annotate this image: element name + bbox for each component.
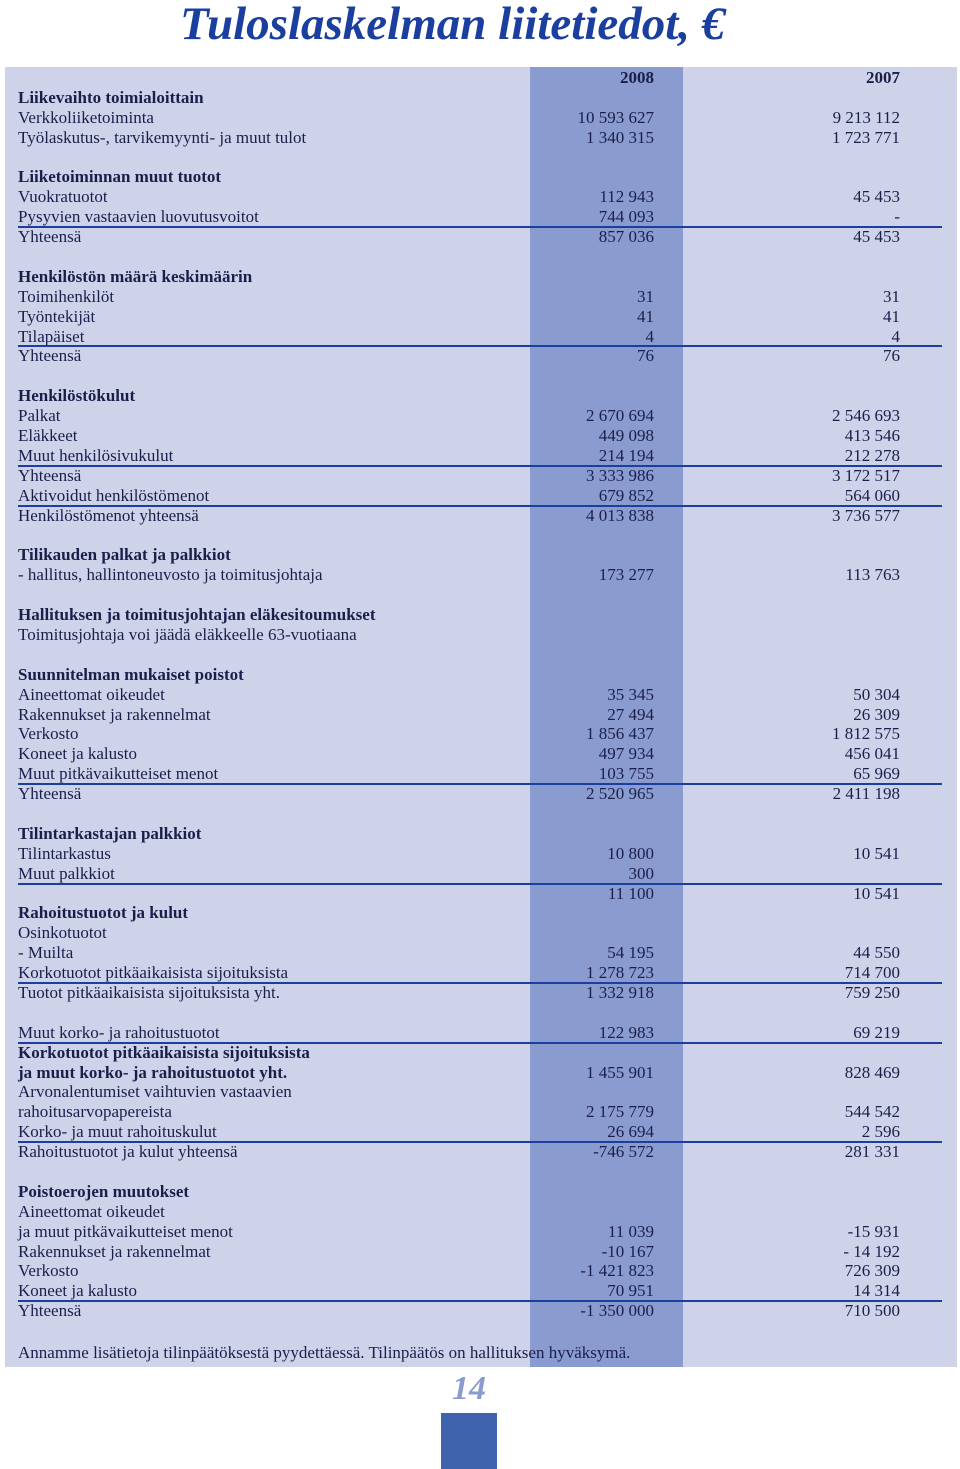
row-label: rahoitusarvopapereista (18, 1102, 172, 1122)
value-2008: -1 350 000 (580, 1301, 654, 1321)
row-label: Koneet ja kalusto (18, 1281, 137, 1301)
row-label: Koneet ja kalusto (18, 744, 137, 764)
row-label: ja muut korko- ja rahoitustuotot yht. (18, 1062, 288, 1082)
row-label: Verkkoliiketoiminta (18, 107, 154, 127)
value-2007: 50 304 (853, 684, 900, 704)
row-label: Rahoitustuotot ja kulut yhteensä (18, 1142, 238, 1162)
value-2008: 3 333 986 (586, 465, 654, 485)
table-row (0, 1281, 960, 1301)
table-row (0, 844, 960, 864)
spacer-row (0, 247, 960, 267)
value-2008: -746 572 (593, 1142, 654, 1162)
row-label: Osinkotuotot (18, 923, 107, 943)
table-row (0, 864, 960, 884)
year-header-row (0, 68, 960, 88)
value-2008: 27 494 (607, 704, 654, 724)
value-2008: 744 093 (598, 207, 654, 227)
row-label: Henkilöstön määrä keskimäärin (18, 266, 253, 286)
value-2008: 497 934 (598, 744, 654, 764)
spacer-row (0, 1162, 960, 1182)
table-row (0, 744, 960, 764)
row-label: Yhteensä (18, 227, 82, 247)
table-row (0, 466, 960, 486)
value-2007: 2 546 693 (832, 406, 900, 426)
value-2007: 759 250 (844, 982, 900, 1002)
value-2008: 1 856 437 (586, 724, 654, 744)
value-2007: 212 278 (844, 445, 900, 465)
section-heading-row (0, 386, 960, 406)
value-2007: - (894, 207, 900, 227)
row-label: Yhteensä (18, 1301, 82, 1321)
value-2008: 214 194 (598, 445, 654, 465)
value-2007: 2 411 198 (832, 784, 900, 804)
table-row (0, 565, 960, 585)
table-row (0, 625, 960, 645)
row-label: Vuokratuotot (18, 187, 108, 207)
section-heading-row (0, 824, 960, 844)
value-2007: 564 060 (844, 485, 900, 505)
value-2007: 2007 (866, 68, 900, 87)
row-label: Tuotot pitkäaikaisista sijoituksista yht. (18, 982, 280, 1002)
value-2008: 41 (637, 306, 654, 326)
value-2007: 3 736 577 (832, 505, 900, 525)
value-2008: 76 (637, 346, 654, 366)
value-2008: 1 278 723 (586, 963, 654, 983)
value-2007: 1 812 575 (832, 724, 900, 744)
value-2007: 2 596 (861, 1122, 900, 1142)
value-2007: 10 541 (853, 883, 900, 903)
row-label: Hallituksen ja toimitusjohtajan eläkesitoumukset (18, 605, 376, 625)
row-label: Tilapäiset (18, 326, 85, 346)
value-2008: -1 421 823 (580, 1261, 654, 1281)
row-label: Työlaskutus-, tarvikemyynti- ja muut tulot (18, 127, 307, 147)
row-label: Palkat (18, 406, 61, 426)
page-number: 14 (452, 1370, 486, 1407)
spacer-row (0, 804, 960, 824)
value-2008: 2 175 779 (586, 1102, 654, 1122)
value-2008: 2 520 965 (586, 784, 654, 804)
table-row (0, 108, 960, 128)
row-label: Aineettomat oikeudet (18, 684, 165, 704)
value-2007: 14 314 (853, 1281, 900, 1301)
value-2007: 76 (883, 346, 900, 366)
spacer-row (0, 645, 960, 665)
value-2007: 45 453 (853, 227, 900, 247)
value-2008: 173 277 (598, 565, 654, 585)
row-label: Tilikauden palkat ja palkkiot (18, 545, 231, 565)
section-heading-row (0, 88, 960, 108)
value-2008: 26 694 (607, 1122, 654, 1142)
row-label: Verkosto (18, 1261, 79, 1281)
row-label: Toimitusjohtaja voi jäädä eläkkeelle 63-vuotiaana (18, 624, 357, 644)
value-2008: 1 455 901 (586, 1062, 654, 1082)
row-label: Työntekijät (18, 306, 96, 326)
table-row (0, 406, 960, 426)
value-2007: 65 969 (853, 764, 900, 784)
table-row (0, 923, 960, 943)
row-label: Korkotuotot pitkäaikaisista sijoituksista (18, 963, 289, 983)
row-label: Rahoitustuotot ja kulut (18, 903, 189, 923)
row-label: Muut pitkävaikutteiset menot (18, 764, 219, 784)
page-title: Tuloslaskelman liitetiedot, € (180, 0, 726, 50)
value-2008: 857 036 (598, 227, 654, 247)
row-label: ja muut pitkävaikutteiset menot (18, 1221, 233, 1241)
row-label: Henkilöstökulut (18, 386, 136, 406)
table-row (0, 1142, 960, 1162)
value-2007: 726 309 (844, 1261, 900, 1281)
table-row (0, 705, 960, 725)
spacer-row (0, 585, 960, 605)
value-2007: 44 550 (853, 943, 900, 963)
table-row (0, 426, 960, 446)
table-row (0, 187, 960, 207)
value-2007: 69 219 (853, 1022, 900, 1042)
table-row (0, 486, 960, 506)
spacer-row (0, 525, 960, 545)
row-label: Muut palkkiot (18, 863, 115, 883)
table-row (0, 685, 960, 705)
table-row (0, 346, 960, 366)
table-row (0, 1122, 960, 1142)
row-label: Aktivoidut henkilöstömenot (18, 485, 210, 505)
table-row (0, 943, 960, 963)
table-row (0, 764, 960, 784)
value-2008: 2008 (620, 68, 654, 87)
value-2008: 112 943 (599, 187, 654, 207)
value-2008: 103 755 (598, 764, 654, 784)
row-label: Korkotuotot pitkäaikaisista sijoituksista (18, 1042, 310, 1062)
row-label: Pysyvien vastaavien luovutusvoitot (18, 207, 259, 227)
value-2008: 1 332 918 (586, 982, 654, 1002)
value-2008: 54 195 (607, 943, 654, 963)
row-label: Yhteensä (18, 465, 82, 485)
section-heading-row (0, 267, 960, 287)
table-row (0, 446, 960, 466)
section-heading-row (0, 545, 960, 565)
row-label: Muut korko- ja rahoitustuotot (18, 1022, 220, 1042)
table-row (0, 1202, 960, 1222)
value-2007: - 14 192 (843, 1241, 900, 1261)
row-label: Verkosto (18, 724, 79, 744)
table-row (0, 207, 960, 227)
value-2007: 41 (883, 306, 900, 326)
row-label: Yhteensä (18, 784, 82, 804)
value-2007: 31 (883, 286, 900, 306)
row-label: Rakennukset ja rakennelmat (18, 1241, 211, 1261)
row-label: Toimihenkilöt (18, 286, 115, 306)
value-2007: 714 700 (844, 963, 900, 983)
value-2008: 11 039 (607, 1221, 654, 1241)
value-2008: 679 852 (598, 485, 654, 505)
table-row (0, 1023, 960, 1043)
row-label: - Muilta (18, 943, 74, 963)
table-row (0, 128, 960, 148)
value-2008: 70 951 (607, 1281, 654, 1301)
table-row (0, 884, 960, 904)
value-2007: 113 763 (845, 565, 900, 585)
value-2008: 31 (637, 286, 654, 306)
table-row (0, 307, 960, 327)
row-label: Henkilöstömenot yhteensä (18, 505, 199, 525)
row-label: Rakennukset ja rakennelmat (18, 704, 211, 724)
value-2008: 4 013 838 (586, 505, 654, 525)
section-heading-row (0, 605, 960, 625)
section-heading-row (0, 903, 960, 923)
table-row (0, 963, 960, 983)
row-label: Liikevaihto toimialoittain (18, 87, 204, 107)
value-2007: 710 500 (844, 1301, 900, 1321)
page-marker-block (441, 1413, 497, 1469)
value-2008: 1 340 315 (586, 127, 654, 147)
value-2007: 26 309 (853, 704, 900, 724)
value-2007: 3 172 517 (832, 465, 900, 485)
value-2007: 828 469 (844, 1062, 900, 1082)
value-2008: 122 983 (598, 1022, 654, 1042)
table-row (0, 724, 960, 744)
row-label: Aineettomat oikeudet (18, 1201, 165, 1221)
table-row (0, 1242, 960, 1262)
value-2008: 35 345 (607, 684, 654, 704)
row-label: Tilintarkastus (18, 843, 111, 863)
value-2007: 281 331 (844, 1142, 900, 1162)
row-label: Suunnitelman mukaiset poistot (18, 664, 244, 684)
value-2008: 11 100 (607, 883, 654, 903)
value-2008: 4 (645, 326, 654, 346)
table-row (0, 327, 960, 347)
section-heading-row (0, 1043, 960, 1063)
section-heading-row (0, 167, 960, 187)
section-heading-row (0, 665, 960, 685)
value-2007: 413 546 (844, 426, 900, 446)
value-2007: 544 542 (844, 1102, 900, 1122)
value-2008: 300 (628, 863, 654, 883)
table-row (0, 227, 960, 247)
spacer-row (0, 148, 960, 168)
row-label: Eläkkeet (18, 426, 78, 446)
value-2008: 449 098 (598, 426, 654, 446)
table-row (0, 1102, 960, 1122)
spacer-row (0, 1003, 960, 1023)
value-2007: 1 723 771 (832, 127, 900, 147)
section-heading-row (0, 1182, 960, 1202)
table-row (0, 1222, 960, 1242)
row-label: Korko- ja muut rahoituskulut (18, 1122, 217, 1142)
row-label: Liiketoiminnan muut tuotot (18, 167, 222, 187)
row-label: - hallitus, hallintoneuvosto ja toimitusjohtaja (18, 565, 323, 585)
value-2007: 4 (891, 326, 900, 346)
row-label: Poistoerojen muutokset (18, 1181, 190, 1201)
row-label: Arvonalentumiset vaihtuvien vastaavien (18, 1082, 292, 1102)
spacer-row (0, 366, 960, 386)
value-2007: 10 541 (853, 843, 900, 863)
value-2008: 10 593 627 (577, 107, 654, 127)
value-2007: 9 213 112 (832, 107, 900, 127)
notes-table (0, 68, 960, 1321)
table-row (0, 287, 960, 307)
row-label: Muut henkilösivukulut (18, 445, 174, 465)
table-row (0, 1082, 960, 1102)
table-row (0, 1261, 960, 1281)
table-row (0, 1301, 960, 1321)
value-2007: -15 931 (847, 1221, 900, 1241)
row-label: Tilintarkastajan palkkiot (18, 823, 202, 843)
table-row (0, 784, 960, 804)
value-2007: 45 453 (853, 187, 900, 207)
footnote: Annamme lisätietoja tilinpäätöksestä pyydettäessä. Tilinpäätös on hallituksen hyväksymä. (18, 1343, 631, 1362)
value-2008: -10 167 (601, 1241, 654, 1261)
row-label: Yhteensä (18, 346, 82, 366)
section-heading-row (0, 1063, 960, 1083)
value-2008: 10 800 (607, 843, 654, 863)
value-2007: 456 041 (844, 744, 900, 764)
table-row (0, 506, 960, 526)
table-row (0, 983, 960, 1003)
value-2008: 2 670 694 (586, 406, 654, 426)
